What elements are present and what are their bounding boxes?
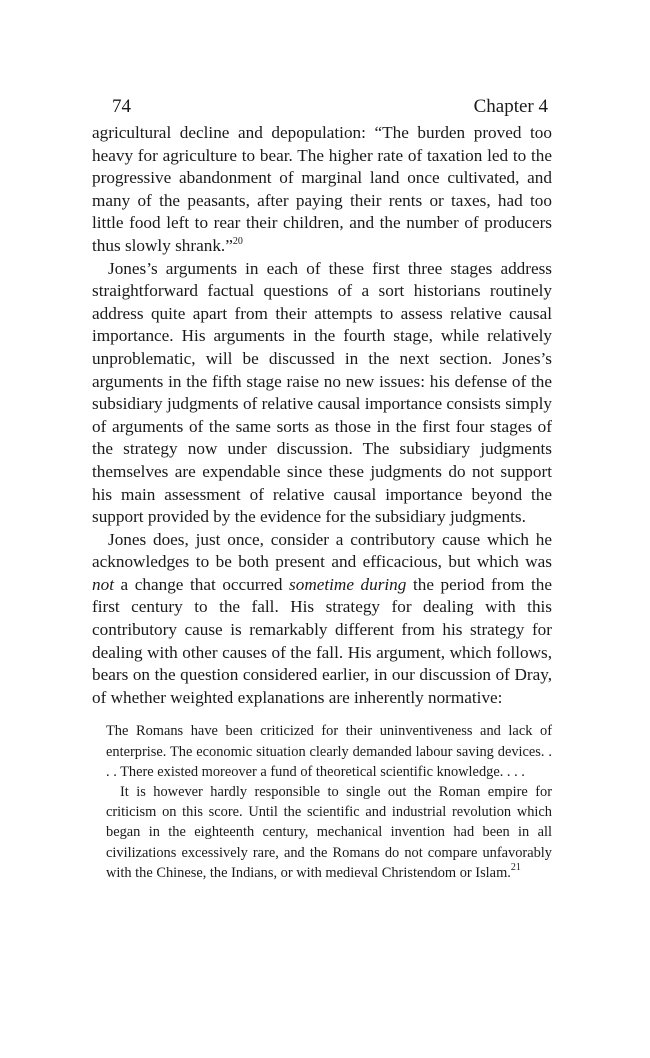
- quote-paragraph-2: [106, 782, 552, 883]
- body-text: [92, 122, 552, 709]
- footnote-ref-21: 21: [510, 861, 521, 873]
- block-quote: [106, 721, 552, 883]
- paragraph-3-italic-sometime: sometime during: [289, 574, 407, 594]
- paragraph-3-italic-not: not: [92, 574, 114, 594]
- chapter-title: Chapter 4: [473, 96, 548, 117]
- paragraph-1-text: agricultural decline and depopulation: “The burden proved too heavy for agriculture to bear. The higher rate of taxation led to the progressive abandonment of marginal land once cultivated, and many of the peasants, after paying their rents or taxes, had too little food left to rear their children, and the number of producers thus slowly shrank.”: [92, 123, 552, 255]
- quote-paragraph-2-text: It is however hardly responsible to single out the Roman empire for criticism on this score. Until the scientific and industrial revolution which began in the eighteenth century, mechanical invention had been in all civilizations excessively rare, and the Romans do not compare unfavorably with the Chinese, the Indians, or with medieval Christendom or Islam.: [106, 784, 552, 881]
- paragraph-1: [92, 122, 552, 258]
- running-head: [92, 96, 552, 118]
- paragraph-3-text-c: the period from the first century to the fall. His strategy for dealing with this contributory cause is remarkably different from his strategy for dealing with other causes of the fall. His argument, which follows, bears on the question considered earlier, in our discussion of Dray, of whether weighted explanations are inherently normative:: [92, 574, 552, 707]
- paragraph-3: [92, 529, 552, 710]
- page-number: 74: [112, 96, 131, 117]
- quote-paragraph-1: The Romans have been criticized for their uninventiveness and lack of enterprise. The economic situation clearly demanded labour saving devices. . . . There existed moreover a fund of theoretical scientific knowledge. . . .: [106, 723, 552, 780]
- paragraph-3-text-b: a change that occurred: [113, 574, 290, 594]
- paragraph-2: Jones’s arguments in each of these first three stages address straightforward factual questions of a sort historians routinely address quite apart from their attempts to assess relative causal importance. His arguments in the fourth stage, while relatively unproblematic, will be discussed in the next section. Jones’s arguments in the fifth stage raise no new issues: his defense of the subsidiary judgments of relative causal importance consists simply of arguments of the same sorts as those in the first four stages of the strategy now under discussion. The subsidiary judgments themselves are expendable since these judgments do not support his main assessment of relative causal importance beyond the support provided by the evidence for the subsidiary judgments.: [92, 258, 552, 527]
- book-page: [92, 96, 552, 883]
- paragraph-3-text-a: Jones does, just once, consider a contributory cause which he acknowledges to be both present and efficacious, but which was: [92, 529, 552, 572]
- footnote-ref-20: 20: [232, 235, 243, 247]
